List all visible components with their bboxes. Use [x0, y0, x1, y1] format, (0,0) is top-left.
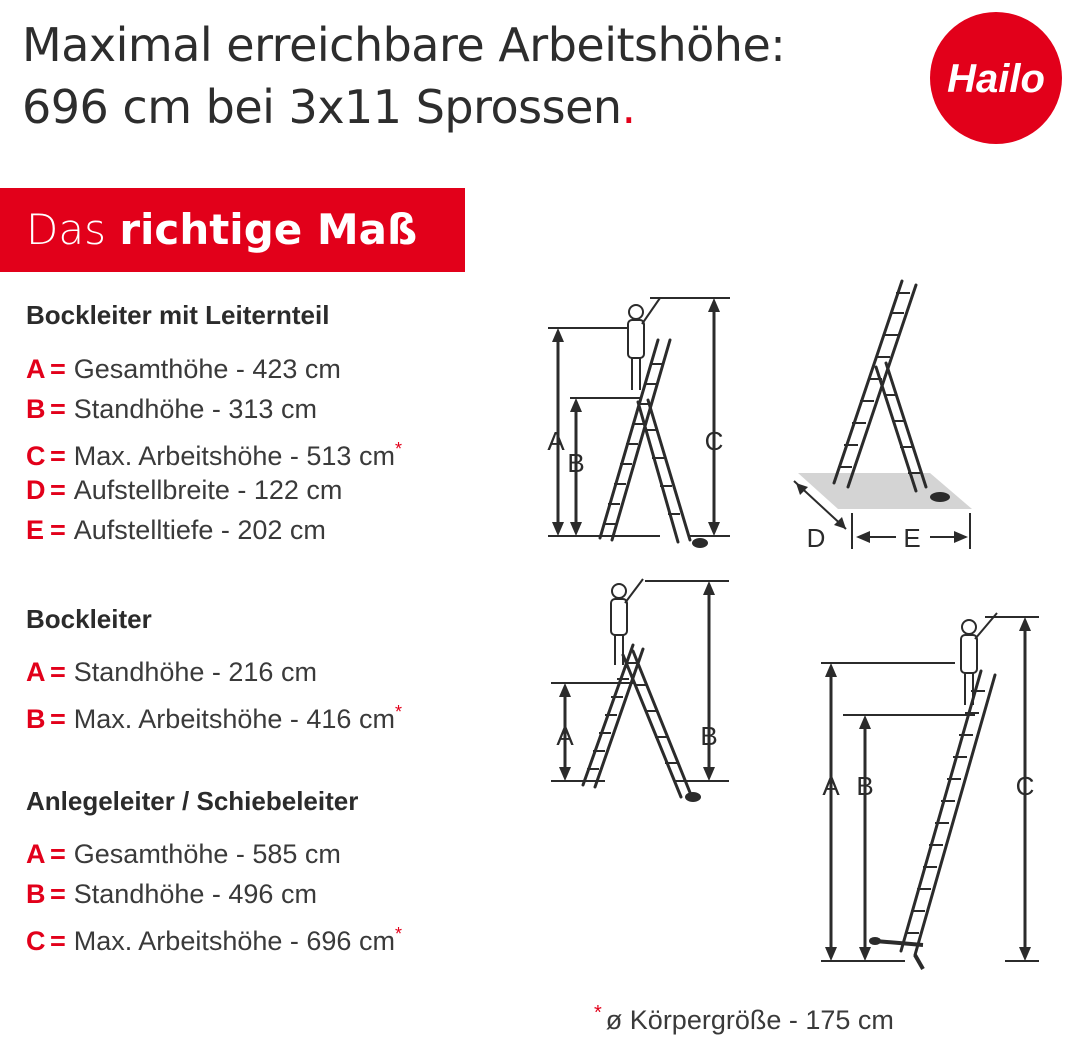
dim-label-c: C [1015, 771, 1035, 801]
footnote [594, 1002, 894, 1036]
section-banner [0, 188, 465, 272]
headline-dot: . [621, 80, 636, 134]
dim-label-a: A [547, 426, 565, 456]
diagram-aufstellflaeche [790, 275, 980, 553]
spec-item: A = Standhöhe - 216 cm [26, 657, 317, 687]
footnote-text: ø Körpergröße - 175 cm [605, 1005, 894, 1035]
headline-line-1: Maximal erreichbare Arbeitshöhe: [22, 18, 786, 72]
section-title-bockleiter-mit-leiternteil: Bockleiter mit Leiternteil [26, 300, 330, 330]
banner-bold-text: richtige Maß [119, 205, 418, 254]
footnote-star: * [594, 1002, 602, 1024]
spec-item: A = Gesamthöhe - 585 cm [26, 839, 341, 869]
dim-label-b: B [700, 721, 718, 751]
dim-label-b: B [567, 448, 585, 478]
section-title-bockleiter: Bockleiter [26, 604, 152, 634]
spec-item: B = Max. Arbeitshöhe - 416 cm* [26, 702, 402, 734]
spec-item: C = Max. Arbeitshöhe - 513 cm* [26, 439, 402, 471]
spec-item: B = Standhöhe - 496 cm [26, 879, 317, 909]
hailo-logo [930, 12, 1062, 144]
dim-label-b: B [856, 771, 874, 801]
hailo-logo-text [930, 12, 1062, 144]
diagram-bockleiter-mit-leiternteil [540, 290, 740, 565]
section-title-anlegeleiter: Anlegeleiter / Schiebeleiter [26, 786, 359, 816]
headline-line-2: 696 cm bei 3x11 Sprossen. [22, 80, 636, 134]
dim-label-a: A [822, 771, 840, 801]
spec-item: D = Aufstellbreite - 122 cm [26, 475, 343, 505]
spec-item: C = Max. Arbeitshöhe - 696 cm* [26, 924, 402, 956]
spec-item: E = Aufstelltiefe - 202 cm [26, 515, 326, 545]
dim-label-d: D [806, 523, 826, 553]
diagram-anlegeleiter [815, 605, 1045, 975]
dim-label-e: E [903, 523, 921, 553]
dim-label-a: A [556, 721, 574, 751]
dim-label-c: C [704, 426, 724, 456]
banner-light-text: Das [26, 205, 120, 254]
spec-item: A = Gesamthöhe - 423 cm [26, 354, 341, 384]
spec-item: B = Standhöhe - 313 cm [26, 394, 317, 424]
diagram-bockleiter [545, 575, 735, 805]
headline [22, 14, 785, 138]
svg-text:Hailo: Hailo [947, 57, 1045, 101]
